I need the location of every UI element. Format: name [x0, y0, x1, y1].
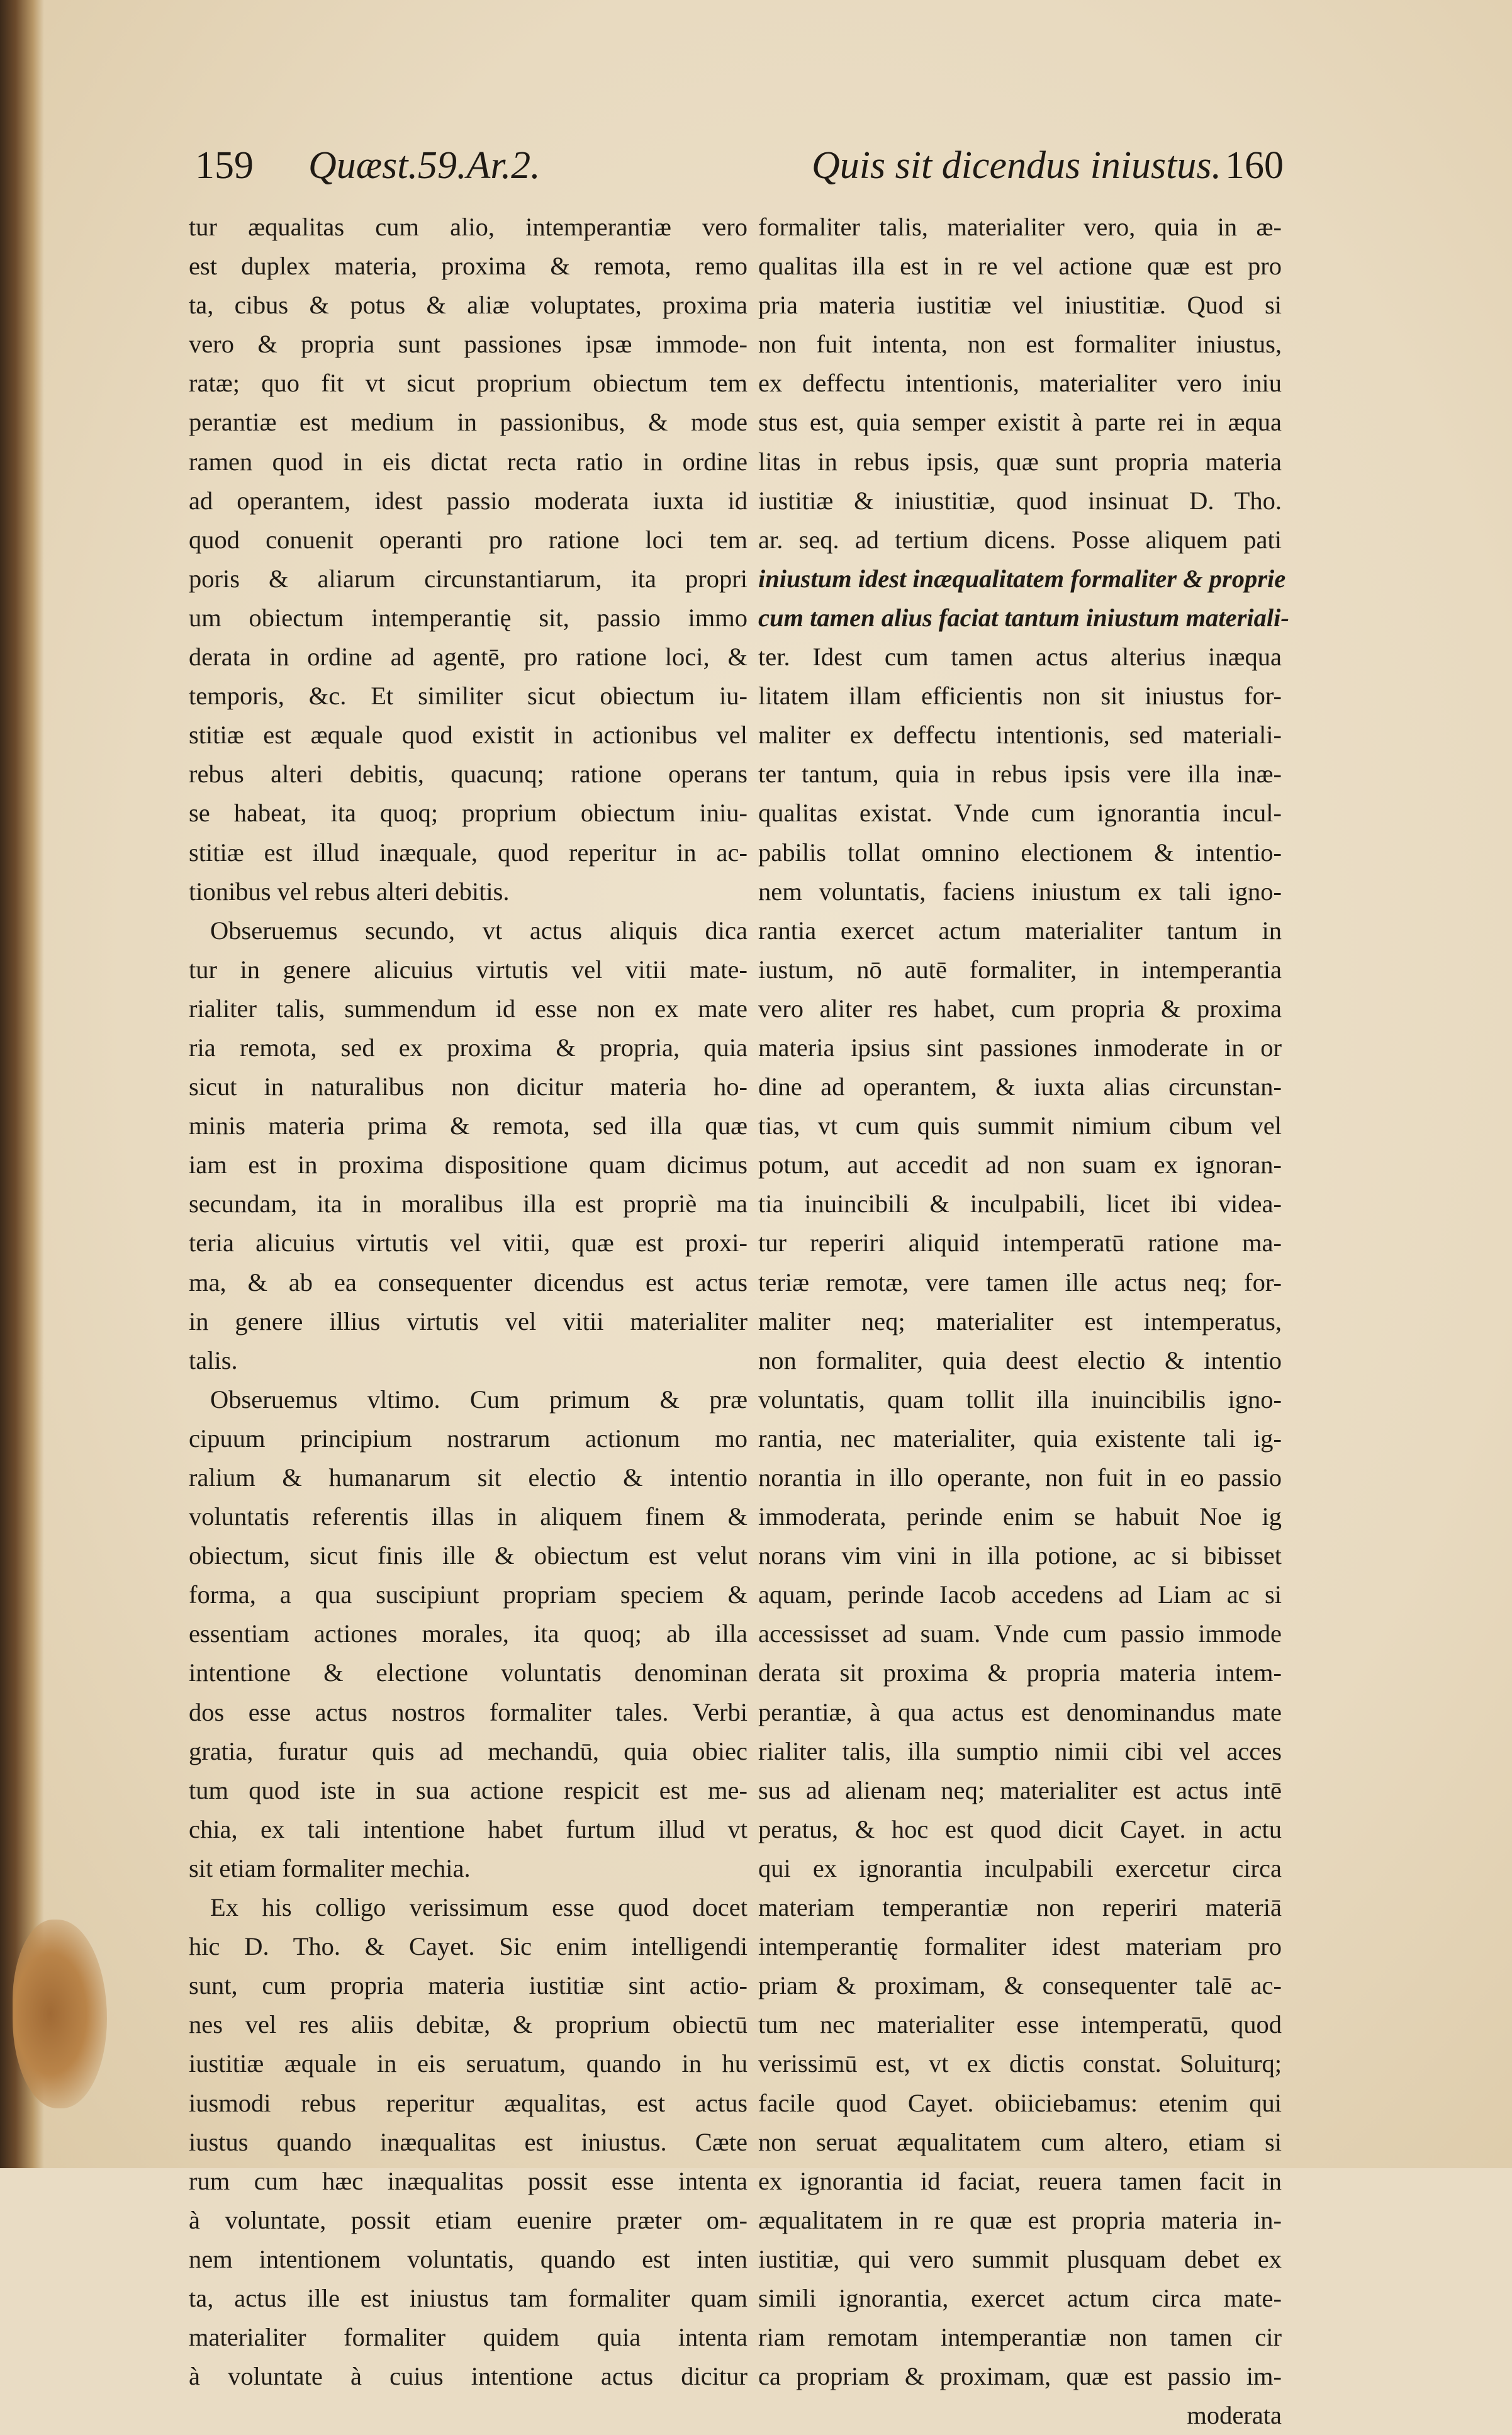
- text-line: iam est in proxima dispositione quam dicimus: [189, 1150, 748, 1179]
- text-line: norantia in illo operante, non fuit in eo passio: [758, 1463, 1282, 1492]
- text-line: chia, ex tali intentione habet furtum illud vt: [189, 1814, 748, 1843]
- text-line: facile quod Cayet. obiiciebamus: etenim qui: [758, 2088, 1282, 2117]
- text-line: intemperantię formaliter idest materiam pro: [758, 1932, 1282, 1961]
- text-line: ad operantem, idest passio moderata iuxta id: [189, 486, 748, 515]
- text-line: perantiæ, à qua actus est denominandus mate: [758, 1697, 1282, 1726]
- text-line: maliter neq; materialiter est intemperatus,: [758, 1307, 1282, 1336]
- text-line: immoderata, perinde enim se habuit Noe ig: [758, 1502, 1282, 1531]
- running-title-right: Quis sit dicendus iniustus.: [812, 144, 1222, 187]
- text-line: secundam, ita in moralibus illa est propriè ma: [189, 1189, 748, 1218]
- text-line: Ex his colligo verissimum esse quod docet: [210, 1893, 748, 1922]
- page-number-left: 159: [195, 144, 254, 187]
- text-line: ramen quod in eis dictat recta ratio in ordine: [189, 447, 748, 476]
- text-line: ter. Idest cum tamen actus alterius inæqua: [758, 643, 1282, 672]
- text-line: litas in rebus ipsis, quæ sunt propria materia: [758, 447, 1282, 476]
- text-line: aquam, perinde Iacob accedens ad Liam ac si: [758, 1580, 1282, 1609]
- text-line: dine ad operantem, & iuxta alias circunstan-: [758, 1072, 1282, 1101]
- running-title-left: Quæst.59.Ar.2.: [308, 144, 540, 187]
- text-line: rantia, nec materialiter, quia existente tali ig-: [758, 1424, 1282, 1453]
- text-line: quod conuenit operanti pro ratione loci tem: [189, 525, 748, 554]
- text-line: vero aliter res habet, cum propria & proxima: [758, 994, 1282, 1023]
- text-line: essentiam actiones morales, ita quoq; ab illa: [189, 1619, 748, 1648]
- text-line: ralium & humanarum sit electio & intentio: [189, 1463, 748, 1492]
- text-line: ria remota, sed ex proxima & propria, quia: [189, 1033, 748, 1062]
- text-line: ma, & ab ea consequenter dicendus est actus: [189, 1268, 748, 1296]
- water-stain: [13, 1920, 107, 2108]
- text-line: ter tantum, quia in rebus ipsis vere illa inæ-: [758, 760, 1282, 789]
- text-line: tur reperiri aliquid intemperatū ratione ma-: [758, 1229, 1282, 1257]
- text-line: maliter ex deffectu intentionis, sed materiali-: [758, 721, 1282, 750]
- text-line: potum, aut accedit ad non suam ex ignoran-: [758, 1150, 1282, 1179]
- text-line: simili ignorantia, exercet actum circa mate-: [758, 2283, 1282, 2312]
- text-line: rebus alteri debitis, quacunq; ratione operans: [189, 760, 748, 789]
- text-line: iustitiæ & iniustitiæ, quod insinuat D. Tho.: [758, 486, 1282, 515]
- text-line: moderata: [1187, 2401, 1282, 2430]
- text-line: ta, actus ille est iniustus tam formaliter quam: [189, 2283, 748, 2312]
- text-line: in genere illius virtutis vel vitii materialiter: [189, 1307, 748, 1336]
- text-line: voluntatis referentis illas in aliquem finem &: [189, 1502, 748, 1531]
- text-line: rantia exercet actum materialiter tantum in: [758, 916, 1282, 945]
- text-line: qualitas existat. Vnde cum ignorantia incul-: [758, 799, 1282, 828]
- text-line: derata in ordine ad agentē, pro ratione loci, &: [189, 643, 748, 672]
- text-line: iustitiæ, qui vero summit plusquam debet ex: [758, 2244, 1282, 2273]
- text-line: Obseruemus vltimo. Cum primum & præ: [210, 1385, 748, 1414]
- text-line: stus est, quia semper existit à parte rei in æqua: [758, 408, 1282, 437]
- text-line: tur in genere alicuius virtutis vel vitii mate-: [189, 955, 748, 984]
- text-line: tum quod iste in sua actione respicit est me-: [189, 1775, 748, 1804]
- text-line: tias, vt cum quis summit nimium cibum vel: [758, 1111, 1282, 1140]
- text-line: nem intentionem voluntatis, quando est inten: [189, 2244, 748, 2273]
- text-line: iusmodi rebus reperitur æqualitas, est actus: [189, 2088, 748, 2117]
- text-line: non fuit intenta, non est formaliter iniustus,: [758, 330, 1282, 359]
- text-line: tur æqualitas cum alio, intemperantiæ vero: [189, 213, 748, 241]
- text-line: tum nec materialiter esse intemperatū, quod: [758, 2010, 1282, 2039]
- text-line: ar. seq. ad tertium dicens. Posse aliquem pati: [758, 525, 1282, 554]
- text-line: qualitas illa est in re vel actione quæ est pro: [758, 252, 1282, 281]
- text-line: materia ipsius sint passiones inmoderate in or: [758, 1033, 1282, 1062]
- text-line: stitiæ est æquale quod existit in actionibus vel: [189, 721, 748, 750]
- text-line: Obseruemus secundo, vt actus aliquis dica: [210, 916, 748, 945]
- text-line: sit etiam formaliter mechia.: [189, 1853, 471, 1882]
- text-line: rum cum hæc inæqualitas possit esse intenta: [189, 2166, 748, 2195]
- text-line: ex ignorantia id faciat, reuera tamen facit in: [758, 2166, 1282, 2195]
- text-line: teria alicuius virtutis vel vitii, quæ est proxi-: [189, 1229, 748, 1257]
- text-line: ex deffectu intentionis, materialiter vero iniu: [758, 369, 1282, 398]
- text-line: poris & aliarum circunstantiarum, ita propri: [189, 564, 748, 593]
- text-line: pria materia iustitiæ vel iniustitiæ. Quod si: [758, 291, 1282, 320]
- text-line: ratæ; quo fit vt sicut proprium obiectum tem: [189, 369, 748, 398]
- text-line: forma, a qua suscipiunt propriam speciem &: [189, 1580, 748, 1609]
- text-line: iniustum idest inæqualitatem formaliter & proprie: [758, 564, 1286, 593]
- text-line: riam remotam intemperantiæ non tamen cir: [758, 2323, 1282, 2352]
- text-line: tionibus vel rebus alteri debitis.: [189, 877, 510, 906]
- running-head: [195, 143, 1284, 200]
- right-text-column: [758, 208, 1289, 2435]
- text-line: um obiectum intemperantię sit, passio immo: [189, 603, 748, 632]
- text-line: formaliter talis, materialiter vero, quia in æ-: [758, 213, 1282, 241]
- text-line: hic D. Tho. & Cayet. Sic enim intelligendi: [189, 1932, 748, 1961]
- left-text-column: [189, 208, 748, 2396]
- text-line: ca propriam & proximam, quæ est passio im-: [758, 2362, 1282, 2391]
- text-line: teriæ remotæ, vere tamen ille actus neq; for-: [758, 1268, 1282, 1296]
- text-line: non seruat æqualitatem cum altero, etiam si: [758, 2127, 1282, 2156]
- text-line: est duplex materia, proxima & remota, remo: [189, 252, 748, 281]
- text-line: cum tamen alius faciat tantum iniustum materiali-: [758, 603, 1289, 632]
- text-line: materiam temperantiæ non reperiri materiā: [758, 1893, 1282, 1922]
- text-line: nem voluntatis, faciens iniustum ex tali igno-: [758, 877, 1282, 906]
- text-line: cipuum principium nostrarum actionum mo: [189, 1424, 748, 1453]
- text-line: obiectum, sicut finis ille & obiectum est velut: [189, 1541, 748, 1570]
- text-line: voluntatis, quam tollit illa inuincibilis igno-: [758, 1385, 1282, 1414]
- text-line: dos esse actus nostros formaliter tales. Verbi: [189, 1697, 748, 1726]
- text-line: minis materia prima & remota, sed illa quæ: [189, 1111, 748, 1140]
- text-line: nes vel res aliis debitæ, & proprium obiectū: [189, 2010, 748, 2039]
- text-line: non formaliter, quia deest electio & intentio: [758, 1346, 1282, 1375]
- text-line: materialiter formaliter quidem quia intenta: [189, 2323, 748, 2352]
- text-line: sus ad alienam neq; materialiter est actus intē: [758, 1775, 1282, 1804]
- page-number-right: 160: [1225, 144, 1284, 187]
- text-line: vero & propria sunt passiones ipsæ immode-: [189, 330, 748, 359]
- text-line: derata sit proxima & propria materia intem-: [758, 1658, 1282, 1687]
- text-line: pabilis tollat omnino electionem & intentio-: [758, 838, 1282, 867]
- text-line: qui ex ignorantia inculpabili exercetur circa: [758, 1853, 1282, 1882]
- text-line: accessisset ad suam. Vnde cum passio immode: [758, 1619, 1282, 1648]
- text-line: intentione & electione voluntatis denominan: [189, 1658, 748, 1687]
- text-line: stitiæ est illud inæquale, quod reperitur in ac-: [189, 838, 748, 867]
- text-line: ta, cibus & potus & aliæ voluptates, proxima: [189, 291, 748, 320]
- book-binding-edge: [0, 0, 44, 2168]
- text-line: iustus quando inæqualitas est iniustus. Cæte: [189, 2127, 748, 2156]
- text-line: æqualitatem in re quæ est propria materia in-: [758, 2205, 1282, 2234]
- text-line: litatem illam efficientis non sit iniustus for-: [758, 682, 1282, 711]
- text-line: temporis, &c. Et similiter sicut obiectum iu-: [189, 682, 748, 711]
- text-line: rialiter talis, illa sumptio nimii cibi vel acces: [758, 1736, 1282, 1765]
- text-line: à voluntate, possit etiam euenire præter om-: [189, 2205, 748, 2234]
- text-line: à voluntate à cuius intentione actus dicitur: [189, 2362, 748, 2391]
- text-line: tia inuincibili & inculpabili, licet ibi videa-: [758, 1189, 1282, 1218]
- text-line: verissimū est, vt ex dictis constat. Soluiturq;: [758, 2049, 1282, 2078]
- text-line: sunt, cum propria materia iustitiæ sint actio-: [189, 1971, 748, 2000]
- text-line: peratus, & hoc est quod dicit Cayet. in actu: [758, 1814, 1282, 1843]
- text-line: perantiæ est medium in passionibus, & mode: [189, 408, 748, 437]
- text-line: norans vim vini in illa potione, ac si bibisset: [758, 1541, 1282, 1570]
- text-line: gratia, furatur quis ad mechandū, quia obiec: [189, 1736, 748, 1765]
- text-line: priam & proximam, & consequenter talē ac-: [758, 1971, 1282, 2000]
- text-line: iustitiæ æquale in eis seruatum, quando in hu: [189, 2049, 748, 2078]
- text-line: rialiter talis, summendum id esse non ex mate: [189, 994, 748, 1023]
- text-line: talis.: [189, 1346, 238, 1375]
- text-line: sicut in naturalibus non dicitur materia ho-: [189, 1072, 748, 1101]
- text-line: iustum, nō autē formaliter, in intemperantia: [758, 955, 1282, 984]
- text-line: se habeat, ita quoq; proprium obiectum iniu-: [189, 799, 748, 828]
